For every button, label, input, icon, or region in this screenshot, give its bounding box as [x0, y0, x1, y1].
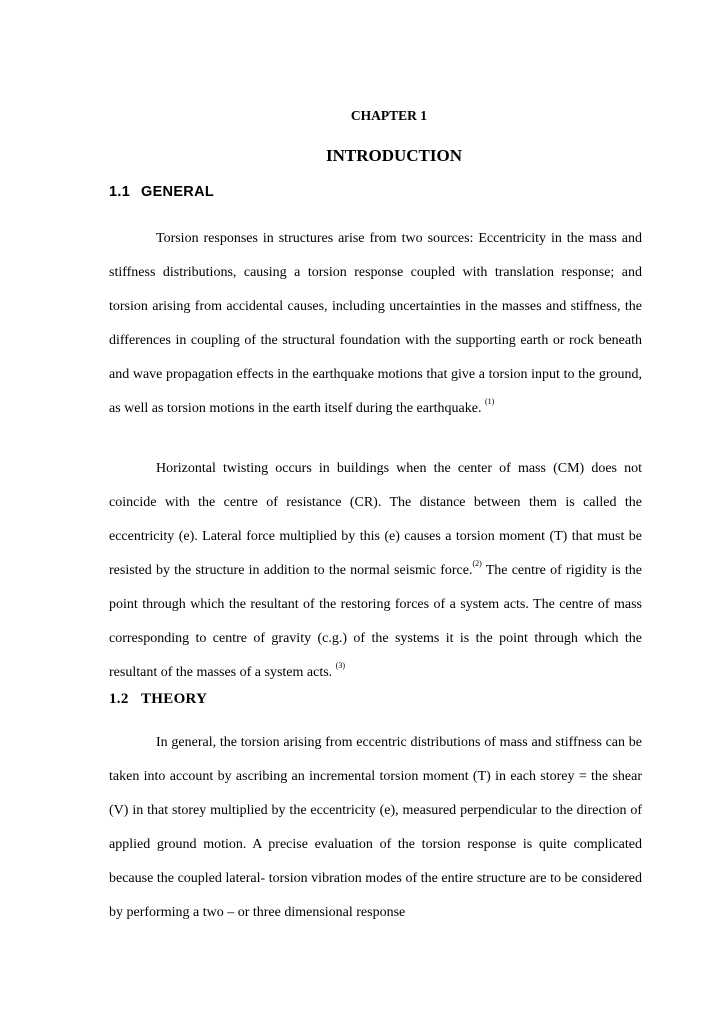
paragraph-text: Torsion responses in structures arise from two sources: Eccentricity in the mass and stiffness distributions, causing a torsion response coupled with translation response; and torsion arising from accidental causes, including uncertainties in the masses and stiffness, the differences in coupling of the structural foundation with the supporting earth or rock beneath and wave propagation effects in the earthquake motions that give a torsion input to the ground, as well as torsion motions in the earth itself during the earthquake. [109, 231, 642, 416]
section-number: 1.2 [109, 691, 129, 707]
paragraph-text: In general, the torsion arising from eccentric distributions of mass and stiffness can be taken into account by ascribing an incremental torsion moment (T) in each storey = the shear (V) in that storey multiplied by the eccentricity (e), measured perpendicular to the direction of applied ground motion. A precise evaluation of the torsion response is quite complicated because the coupled lateral- torsion vibration modes of the entire structure are to be considered by performing a two – or three dimensional response [109, 735, 642, 920]
paragraph-general-2 [109, 452, 642, 690]
citation-ref: (2) [472, 559, 482, 568]
citation-ref: (1) [484, 397, 495, 406]
section-number: 1.1 [109, 184, 131, 200]
section-heading-general [109, 184, 214, 200]
section-title: THEORY [141, 691, 208, 707]
section-title: GENERAL [141, 184, 214, 200]
chapter-label: CHAPTER 1 [350, 108, 428, 123]
paragraph-text: The centre of rigidity is the point through which the resultant of the restoring forces of a system acts. The centre of mass corresponding to centre of gravity (c.g.) of the systems it is the point through which the resultant of the masses of a system acts. [109, 563, 642, 680]
section-heading-theory [109, 691, 207, 708]
paragraph-theory-1 [109, 726, 642, 930]
paragraph-text: Horizontal twisting occurs in buildings when the center of mass (CM) does not coincide with the centre of resistance (CR). The distance between them is called the eccentricity (e). Lateral force multiplied by this (e) causes a torsion moment (T) that must be resisted by the structure in addition to the normal seismic force. [109, 461, 642, 578]
chapter-title: INTRODUCTION [325, 146, 463, 165]
paragraph-general-1 [109, 222, 642, 426]
citation-ref: (3) [335, 661, 345, 670]
